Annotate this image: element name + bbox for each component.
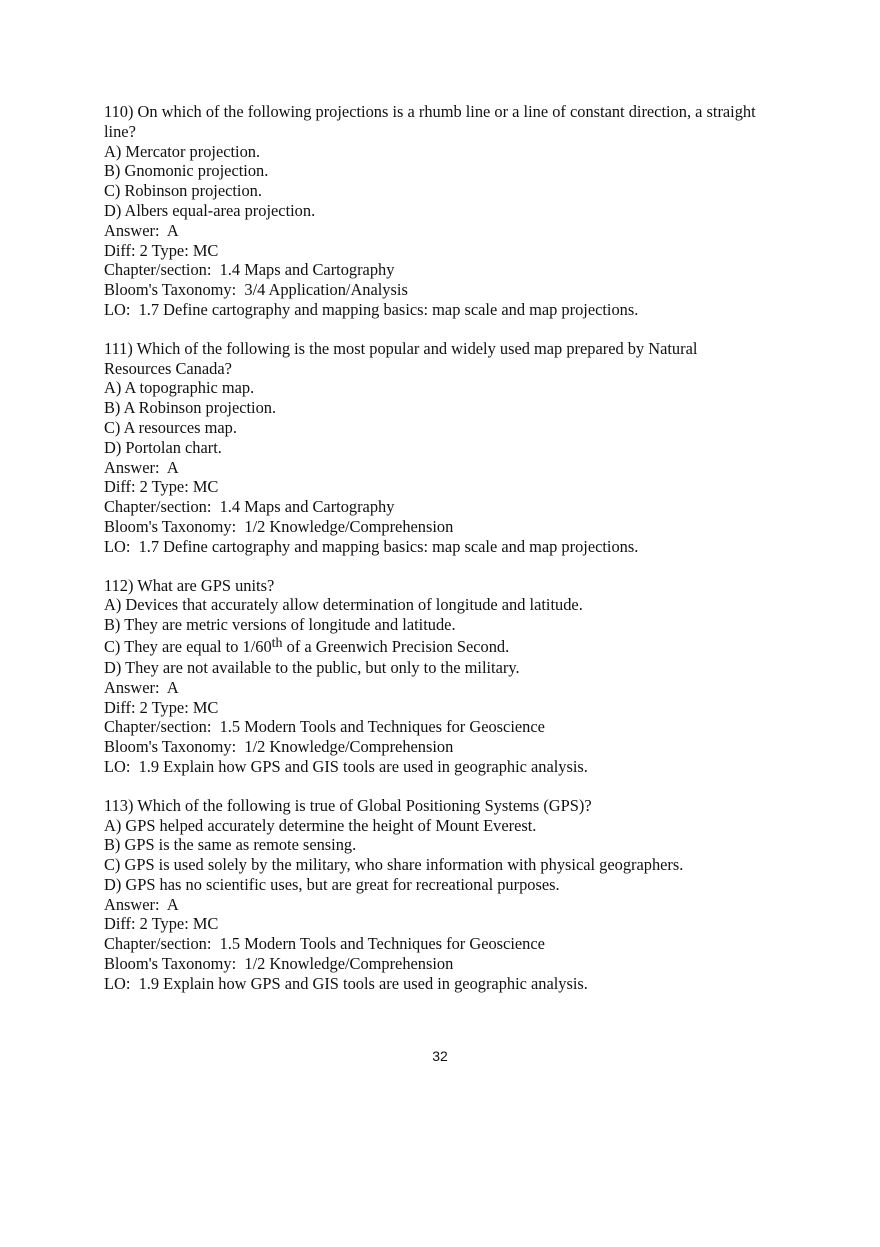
question-113 <box>104 796 764 994</box>
choice-b: B) A Robinson projection. <box>104 398 277 418</box>
choice-d: D) Portolan chart. <box>104 437 222 457</box>
question-stem: 113) Which of the following is true of Global Positioning Systems (GPS)? <box>104 795 592 815</box>
choice-a: A) Mercator projection. <box>104 141 261 161</box>
learning-objective-line: LO: 1.9 Explain how GPS and GIS tools are used in geographic analysis. <box>104 756 588 776</box>
bloom-taxonomy-line: Bloom's Taxonomy: 1/2 Knowledge/Comprehension <box>104 954 454 974</box>
answer-line: Answer: A <box>104 220 179 240</box>
choice-a: A) GPS helped accurately determine the height of Mount Everest. <box>104 815 537 835</box>
chapter-section-line: Chapter/section: 1.4 Maps and Cartography <box>104 260 395 280</box>
question-stem: 111) Which of the following is the most popular and widely used map prepared by Natural Resources Canada? <box>104 338 698 378</box>
difficulty-line: Diff: 2 Type: MC <box>104 477 219 497</box>
question-110 <box>104 102 764 320</box>
choice-c: C) A resources map. <box>104 417 237 437</box>
chapter-section-line: Chapter/section: 1.5 Modern Tools and Techniques for Geoscience <box>104 934 545 954</box>
choice-b: B) GPS is the same as remote sensing. <box>104 835 357 855</box>
question-list <box>104 102 764 1013</box>
choice-c: C) Robinson projection. <box>104 181 262 201</box>
choice-d: D) GPS has no scientific uses, but are great for recreational purposes. <box>104 874 560 894</box>
question-111 <box>104 339 764 557</box>
choice-c-text-after: of a Greenwich Precision Second. <box>282 636 510 656</box>
question-stem: 112) What are GPS units? <box>104 575 275 595</box>
answer-line: Answer: A <box>104 457 179 477</box>
chapter-section-line: Chapter/section: 1.5 Modern Tools and Techniques for Geoscience <box>104 717 545 737</box>
ordinal-superscript: th <box>271 635 283 651</box>
bloom-taxonomy-line: Bloom's Taxonomy: 1/2 Knowledge/Comprehension <box>104 516 454 536</box>
choice-c <box>104 635 764 658</box>
bloom-taxonomy-line: Bloom's Taxonomy: 1/2 Knowledge/Comprehension <box>104 737 454 757</box>
difficulty-line: Diff: 2 Type: MC <box>104 240 219 260</box>
page-number: 32 <box>432 1048 448 1064</box>
choice-d: D) They are not available to the public, but only to the military. <box>104 657 520 677</box>
chapter-section-line: Chapter/section: 1.4 Maps and Cartography <box>104 497 395 517</box>
difficulty-line: Diff: 2 Type: MC <box>104 914 219 934</box>
question-112 <box>104 576 764 777</box>
difficulty-line: Diff: 2 Type: MC <box>104 697 219 717</box>
choice-a: A) Devices that accurately allow determination of longitude and latitude. <box>104 595 583 615</box>
choice-c: C) GPS is used solely by the military, who share information with physical geographers. <box>104 855 684 875</box>
answer-line: Answer: A <box>104 677 179 697</box>
choice-d: D) Albers equal-area projection. <box>104 200 316 220</box>
question-stem: 110) On which of the following projections is a rhumb line or a line of constant direction, a straight line? <box>104 102 756 141</box>
learning-objective-line: LO: 1.9 Explain how GPS and GIS tools are used in geographic analysis. <box>104 973 588 993</box>
bloom-taxonomy-line: Bloom's Taxonomy: 3/4 Application/Analysis <box>104 280 408 300</box>
choice-b: B) They are metric versions of longitude and latitude. <box>104 615 456 635</box>
answer-line: Answer: A <box>104 894 179 914</box>
choice-c-text-before: C) They are equal to 1/60 <box>104 636 272 656</box>
learning-objective-line: LO: 1.7 Define cartography and mapping basics: map scale and map projections. <box>104 536 639 556</box>
choice-a: A) A topographic map. <box>104 378 255 398</box>
learning-objective-line: LO: 1.7 Define cartography and mapping basics: map scale and map projections. <box>104 299 639 319</box>
choice-b: B) Gnomonic projection. <box>104 161 269 181</box>
